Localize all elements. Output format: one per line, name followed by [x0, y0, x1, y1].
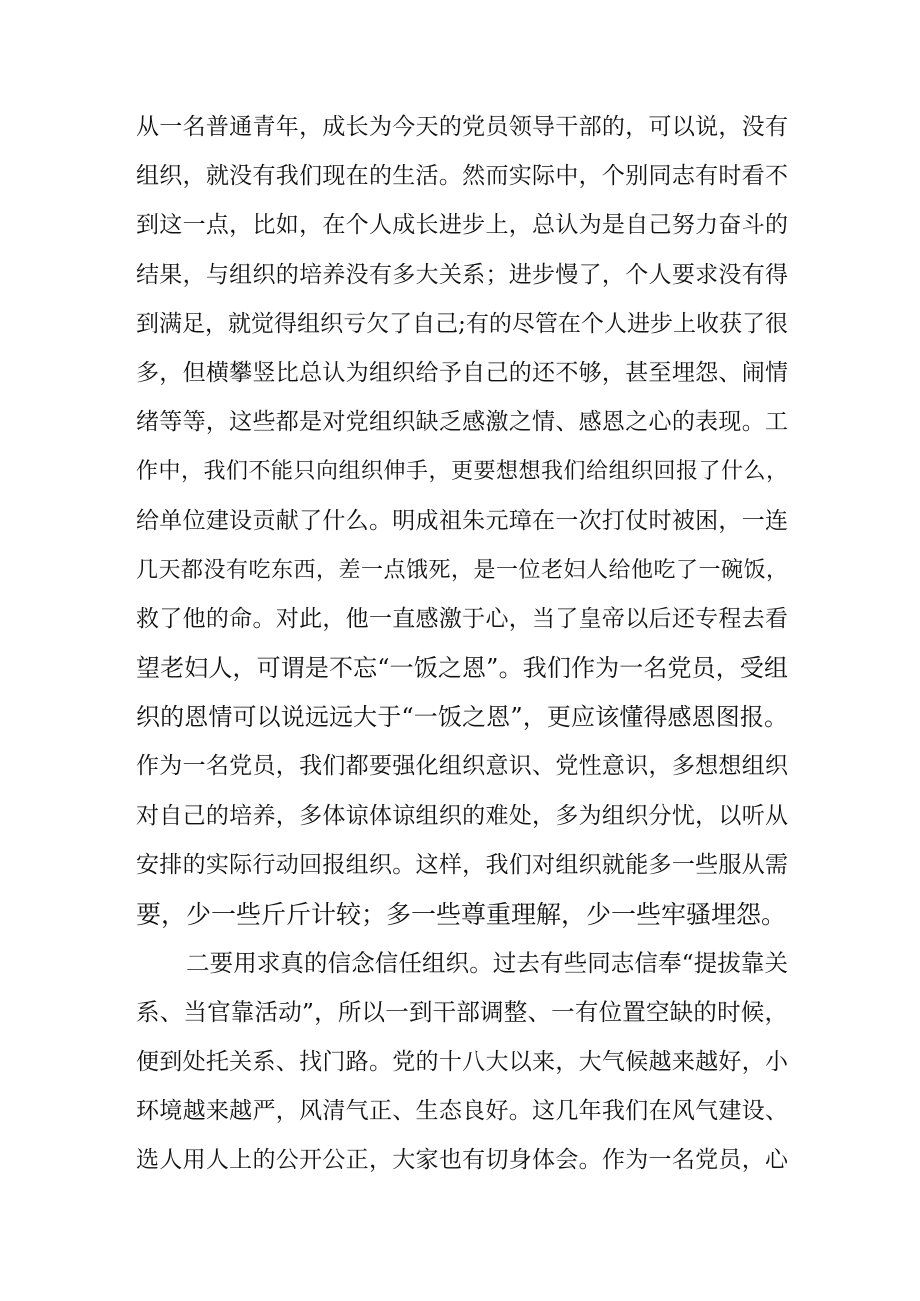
text-line: 救了他的命。对此，他一直感激于心，当了皇帝以后还专程去看 [136, 605, 788, 632]
text-line: 组织，就没有我们现在的生活。然而实际中，个别同志有时看不 [136, 163, 788, 190]
text-line: 几天都没有吃东西，差一点饿死，是一位老妇人给他吃了一碗饭， [136, 557, 788, 583]
text-line: 安排的实际行动回报组织。这样，我们对组织就能多一些服从需 [136, 851, 788, 878]
text-line: 选人用人上的公开公正，大家也有切身体会。作为一名党员，心 [136, 1146, 788, 1173]
paragraph-2 [136, 939, 788, 1185]
text-line: 多，但横攀竖比总认为组织给予自己的还不够，甚至埋怨、闹情 [136, 359, 788, 386]
text-line: 作中，我们不能只向组织伸手，更要想想我们给组织回报了什么， [136, 459, 788, 485]
text-line: 绪等等，这些都是对党组织缺乏感激之情、感恩之心的表现。工 [136, 409, 788, 436]
text-line: 望老妇人，可谓是不忘“一饭之恩”。我们作为一名党员，受组 [136, 654, 788, 683]
text-line: 结果，与组织的培养没有多大关系；进步慢了，个人要求没有得 [136, 261, 788, 288]
text-line: 织的恩情可以说远远大于“一饭之恩”，更应该懂得感恩图报。 [136, 703, 788, 732]
text-line: 环境越来越严，风清气正、生态良好。这几年我们在风气建设、 [136, 1097, 788, 1124]
text-line: 从一名普通青年，成长为今天的党员领导干部的，可以说，没有 [136, 114, 788, 140]
body-text [136, 103, 788, 1185]
paragraph-1 [136, 103, 788, 939]
text-line: 到这一点，比如，在个人成长进步上，总认为是自己努力奋斗的 [136, 212, 788, 239]
text-line: 便到处托关系、找门路。党的十八大以来，大气候越来越好，小 [136, 1048, 788, 1075]
text-line: 到满足，就觉得组织亏欠了自己;有的尽管在个人进步上收获了很 [136, 310, 788, 337]
text-line: 二要用求真的信念信任组织。过去有些同志信奉“提拔靠关 [186, 949, 788, 978]
text-line: 对自己的培养，多体谅体谅组织的难处，多为组织分忧，以听从 [136, 802, 788, 829]
text-line: 作为一名党员，我们都要强化组织意识、党性意识，多想想组织 [136, 753, 788, 780]
text-line: 系、当官靠活动”，所以一到干部调整、一有位置空缺的时候， [136, 998, 788, 1027]
text-line: 给单位建设贡献了什么。明成祖朱元璋在一次打仗时被困，一连 [136, 507, 788, 534]
text-line: 要，少一些斤斤计较；多一些尊重理解，少一些牢骚埋怨。 [136, 900, 787, 929]
